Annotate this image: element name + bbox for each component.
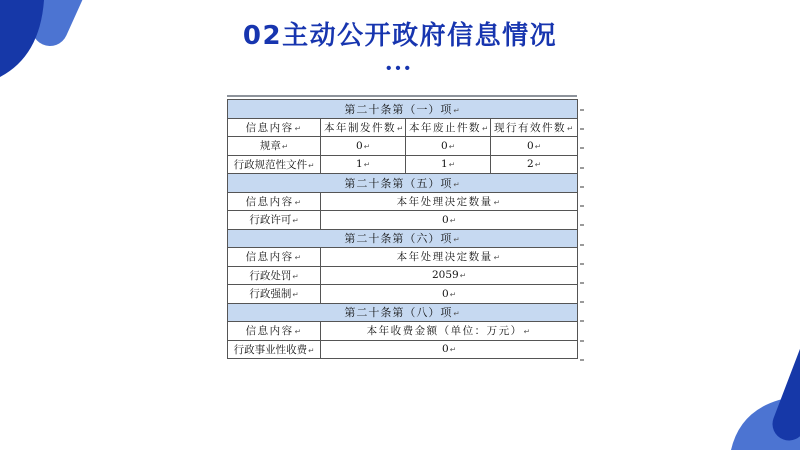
row-label-cell: 行政强制↵: [228, 285, 321, 304]
decor-hill-bottom-right: [731, 396, 800, 450]
report-table-body: [228, 100, 578, 359]
column-header-cell: 本年制发件数↵: [321, 118, 406, 137]
row-end-mark: [580, 340, 584, 342]
row-end-mark: [580, 147, 584, 149]
paragraph-mark: ↵: [308, 160, 315, 170]
column-header-row: [228, 118, 578, 137]
section-title-row: [228, 174, 578, 193]
table-top-border: [227, 95, 577, 97]
paragraph-mark: ↵: [453, 179, 461, 189]
column-header-row: [228, 192, 578, 211]
data-row: [228, 211, 578, 230]
row-label-cell: 行政许可↵: [228, 211, 321, 230]
paragraph-mark: ↵: [308, 345, 315, 355]
section-title-cell: 第二十条第（五）项↵: [228, 174, 578, 193]
paragraph-mark: ↵: [292, 271, 299, 281]
column-header-cell: 本年处理决定数量↵: [321, 248, 578, 267]
section-title-row: [228, 100, 578, 119]
paragraph-mark: ↵: [534, 141, 542, 151]
paragraph-mark: ↵: [363, 141, 370, 151]
row-end-mark: [580, 205, 584, 207]
report-table-wrap: [227, 95, 577, 359]
value-cell: 1↵: [406, 155, 491, 174]
paragraph-mark: ↵: [567, 123, 575, 133]
value-cell: 1↵: [321, 155, 406, 174]
row-end-mark: [580, 301, 584, 303]
row-end-mark: [580, 186, 584, 188]
paragraph-mark: ↵: [294, 327, 303, 337]
column-header-row: [228, 248, 578, 267]
paragraph-mark: ↵: [363, 160, 370, 170]
slide-title: 02主动公开政府信息情况: [242, 21, 558, 51]
row-end-mark: [580, 167, 584, 169]
decor-stripe-bottom-right: [789, 348, 800, 424]
paragraph-mark: ↵: [448, 141, 455, 151]
row-end-mark: [580, 128, 584, 130]
value-cell: 0↵: [491, 137, 578, 156]
row-end-mark: [580, 282, 584, 284]
column-header-cell: 信息内容↵: [228, 192, 321, 211]
column-header-cell: 信息内容↵: [228, 322, 321, 341]
value-cell: 0↵: [321, 285, 578, 304]
paragraph-mark: ↵: [459, 271, 467, 281]
data-row: [228, 285, 578, 304]
column-header-row: [228, 322, 578, 341]
paragraph-mark: ↵: [397, 123, 405, 133]
column-header-cell: 信息内容↵: [228, 248, 321, 267]
column-header-cell: 信息内容↵: [228, 118, 321, 137]
value-cell: 0↵: [406, 137, 491, 156]
paragraph-mark: ↵: [449, 345, 457, 355]
title-dots: •••: [386, 60, 414, 77]
paragraph-mark: ↵: [449, 289, 457, 299]
paragraph-mark: ↵: [482, 123, 490, 133]
paragraph-mark: ↵: [292, 216, 299, 226]
column-header-cell: 本年收费金额（单位：万元）↵: [321, 322, 578, 341]
paragraph-mark: ↵: [493, 253, 502, 263]
paragraph-mark: ↵: [449, 215, 457, 225]
paragraph-mark: ↵: [281, 142, 289, 152]
column-header-cell: 现行有效件数↵: [491, 118, 578, 137]
row-label-cell: 行政规范性文件↵: [228, 155, 321, 174]
paragraph-mark: ↵: [294, 123, 303, 133]
data-row: [228, 137, 578, 156]
value-cell: 0↵: [321, 211, 578, 230]
section-title-row: [228, 303, 578, 322]
paragraph-mark: ↵: [292, 290, 299, 300]
row-end-mark: [580, 224, 584, 226]
column-header-cell: 本年处理决定数量↵: [321, 192, 578, 211]
paragraph-mark: ↵: [453, 235, 461, 245]
paragraph-mark: ↵: [493, 197, 502, 207]
paragraph-mark: ↵: [453, 309, 461, 319]
data-row: [228, 266, 578, 285]
row-label-cell: 行政处罚↵: [228, 266, 321, 285]
data-row: [228, 155, 578, 174]
value-cell: 0↵: [321, 340, 578, 359]
section-title-cell: 第二十条第（八）项↵: [228, 303, 578, 322]
value-cell: 0↵: [321, 137, 406, 156]
row-end-mark: [580, 359, 584, 361]
section-title-row: [228, 229, 578, 248]
row-end-mark: [580, 109, 584, 111]
paragraph-mark: ↵: [534, 160, 542, 170]
row-end-mark: [580, 320, 584, 322]
row-end-marks: [580, 109, 584, 361]
paragraph-mark: ↵: [294, 253, 303, 263]
row-label-cell: 规章↵: [228, 137, 321, 156]
paragraph-mark: ↵: [453, 105, 461, 115]
section-title-cell: 第二十条第（六）项↵: [228, 229, 578, 248]
section-title-cell: 第二十条第（一）项↵: [228, 100, 578, 119]
paragraph-mark: ↵: [448, 160, 455, 170]
paragraph-mark: ↵: [294, 197, 303, 207]
row-end-mark: [580, 244, 584, 246]
data-row: [228, 340, 578, 359]
report-table: [227, 99, 578, 359]
value-cell: 2059↵: [321, 266, 578, 285]
row-label-cell: 行政事业性收费↵: [228, 340, 321, 359]
column-header-cell: 本年废止件数↵: [406, 118, 491, 137]
value-cell: 2↵: [491, 155, 578, 174]
paragraph-mark: ↵: [523, 327, 532, 337]
row-end-mark: [580, 263, 584, 265]
